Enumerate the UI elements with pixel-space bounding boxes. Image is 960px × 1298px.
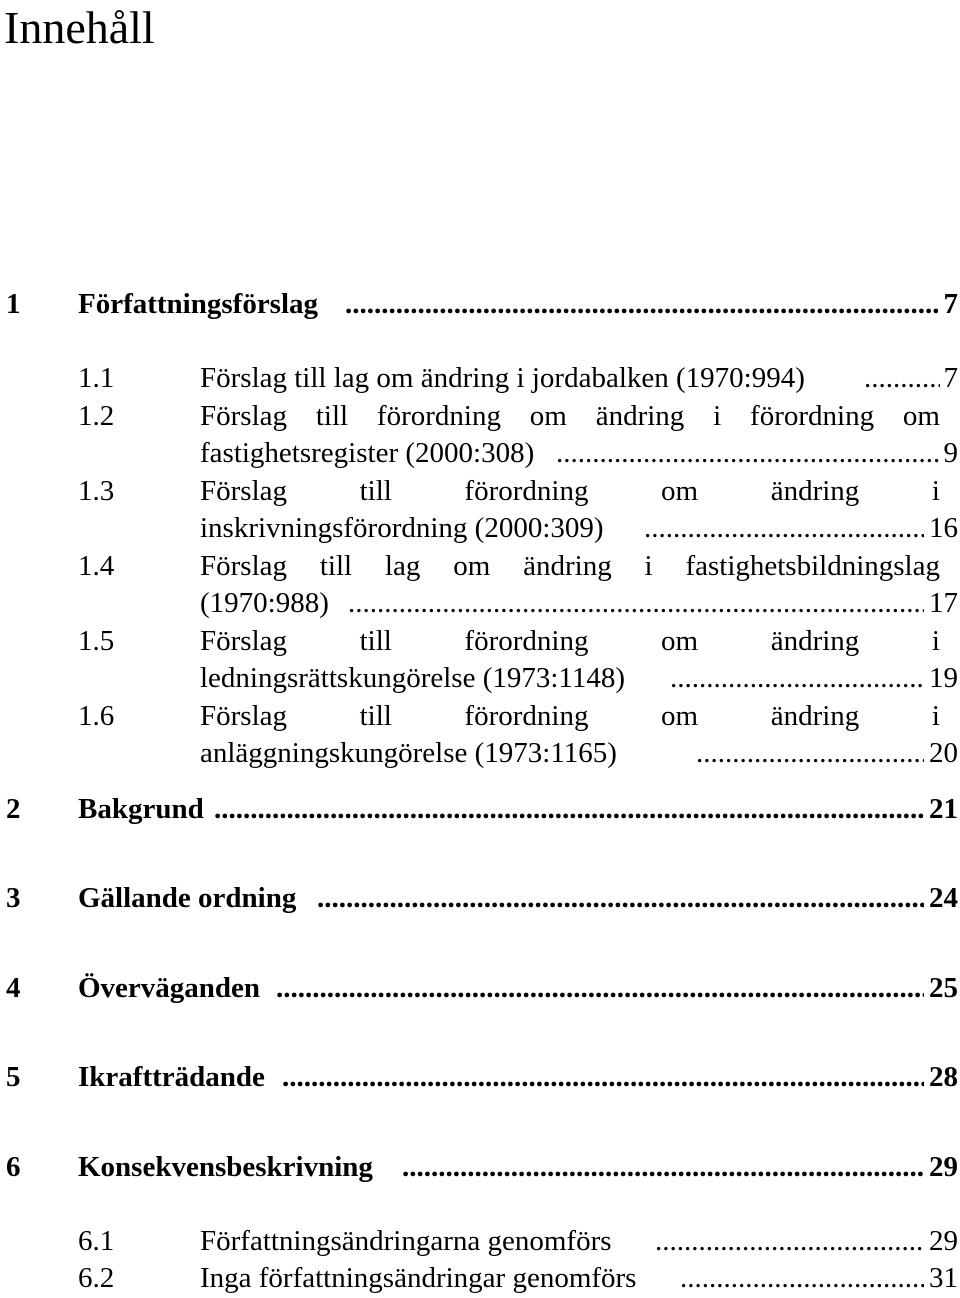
toc-number: 1 <box>6 288 21 320</box>
toc-entry-4[interactable] <box>0 971 960 1005</box>
toc-title-line2: ledningsrättskungörelse (1973:1148) <box>200 662 625 694</box>
toc-title: Ikraftträdande <box>78 1061 265 1093</box>
toc-page: 19 <box>929 662 958 694</box>
toc-number: 1.4 <box>78 550 115 582</box>
toc-word: förordning <box>464 700 589 732</box>
toc-page: 20 <box>929 737 958 769</box>
toc-entry-2[interactable] <box>0 792 960 826</box>
toc-number: 1.5 <box>78 625 115 657</box>
toc-word: i <box>931 475 940 507</box>
toc-entry-6-2[interactable] <box>0 1261 960 1295</box>
toc-page: 17 <box>929 587 958 619</box>
toc-entry-1-1[interactable] <box>0 361 960 395</box>
toc-title-line1 <box>200 399 940 433</box>
toc-word: förordning <box>750 400 875 432</box>
toc-title: Förslag till lag om ändring i jordabalken (1970:994) <box>200 362 805 394</box>
toc-title-line1 <box>200 699 940 733</box>
toc-number: 5 <box>6 1061 21 1093</box>
toc-word: ändring <box>595 400 685 432</box>
toc-word: förordning <box>464 625 589 657</box>
page-title: Innehåll <box>4 2 155 53</box>
toc-entry-1-3-cont[interactable] <box>0 511 960 545</box>
toc-leader <box>670 661 924 695</box>
toc-word: till <box>319 550 353 582</box>
toc-word: fastighetsbildningslag <box>685 550 940 582</box>
toc-title: Inga författningsändringar genomförs <box>200 1262 637 1294</box>
toc-page: 24 <box>929 882 958 914</box>
toc-entry-1[interactable] <box>0 287 960 321</box>
toc-number: 6 <box>6 1151 21 1183</box>
toc-word: om <box>453 550 491 582</box>
toc-title-line1 <box>200 624 940 658</box>
toc-word: förordning <box>376 400 501 432</box>
toc-word: Förslag <box>200 550 287 582</box>
toc-page: 7 <box>943 362 958 394</box>
toc-word: till <box>359 700 392 732</box>
toc-number: 1.1 <box>78 362 115 394</box>
toc-title-line2: inskrivningsförordning (2000:309) <box>200 512 604 544</box>
toc-number: 1.6 <box>78 700 115 732</box>
toc-word: Förslag <box>200 625 287 657</box>
toc-word: i <box>931 625 940 657</box>
toc-word: till <box>359 475 392 507</box>
toc-word: i <box>713 400 722 432</box>
toc-leader <box>644 511 924 545</box>
toc-page: 29 <box>929 1151 958 1183</box>
toc-entry-6-1[interactable] <box>0 1224 960 1258</box>
toc-word: i <box>931 700 940 732</box>
toc-page: 25 <box>929 972 958 1004</box>
toc-word: Förslag <box>200 700 287 732</box>
toc-entry-1-6[interactable] <box>0 699 960 733</box>
toc-title-line2: anläggningskungörelse (1973:1165) <box>200 737 617 769</box>
toc-leader <box>402 1150 924 1184</box>
toc-title-line2: fastighetsregister (2000:308) <box>200 437 535 469</box>
toc-leader <box>345 287 938 321</box>
toc-word: ändring <box>523 550 612 582</box>
toc-title: Gällande ordning <box>78 882 297 914</box>
toc-title: Författningsändringarna genomförs <box>200 1225 612 1257</box>
toc-leader <box>655 1224 924 1258</box>
toc-number: 2 <box>6 793 21 825</box>
toc-title-line2: (1970:988) <box>200 587 329 619</box>
toc-number: 6.2 <box>78 1262 115 1294</box>
toc-word: till <box>315 400 349 432</box>
toc-word: till <box>359 625 392 657</box>
toc-word: Förslag <box>200 475 287 507</box>
toc-page: 28 <box>929 1061 958 1093</box>
toc-leader <box>317 881 924 915</box>
toc-entry-1-3[interactable] <box>0 474 960 508</box>
toc-leader <box>282 1060 924 1094</box>
toc-word: ändring <box>770 700 860 732</box>
toc-leader <box>556 436 940 470</box>
toc-entry-1-2[interactable] <box>0 399 960 433</box>
toc-page: 29 <box>929 1225 958 1257</box>
toc-page: 21 <box>929 793 958 825</box>
toc-leader <box>864 361 940 395</box>
toc-word: ändring <box>770 475 860 507</box>
toc-leader <box>276 971 924 1005</box>
toc-leader <box>214 792 924 826</box>
toc-entry-5[interactable] <box>0 1060 960 1094</box>
toc-number: 1.2 <box>78 400 115 432</box>
toc-title: Bakgrund <box>78 793 204 825</box>
toc-title: Författningsförslag <box>78 288 319 320</box>
toc-title: Konsekvensbeskrivning <box>78 1151 373 1183</box>
toc-leader <box>680 1261 924 1295</box>
toc-title-line1 <box>200 549 940 583</box>
toc-number: 3 <box>6 882 21 914</box>
toc-word: om <box>661 475 699 507</box>
toc-word: om <box>902 400 940 432</box>
toc-number: 1.3 <box>78 475 115 507</box>
toc-word: om <box>661 625 699 657</box>
toc-leader <box>348 586 924 620</box>
toc-page: 16 <box>929 512 958 544</box>
toc-entry-1-5[interactable] <box>0 624 960 658</box>
toc-title-line1 <box>200 474 940 508</box>
toc-word: lag <box>384 550 421 582</box>
toc-title: Överväganden <box>78 972 261 1004</box>
toc-word: om <box>529 400 567 432</box>
toc-entry-1-6-cont[interactable] <box>0 736 960 770</box>
toc-word: ändring <box>770 625 860 657</box>
toc-word: Förslag <box>200 400 287 432</box>
toc-number: 4 <box>6 972 21 1004</box>
toc-entry-1-4[interactable] <box>0 549 960 583</box>
toc-entry-6[interactable] <box>0 1150 960 1184</box>
toc-entry-1-5-cont[interactable] <box>0 661 960 695</box>
toc-page: 31 <box>929 1262 958 1294</box>
toc-word: i <box>644 550 653 582</box>
toc-page: 9 <box>943 437 958 469</box>
toc-entry-1-2-cont[interactable] <box>0 436 960 470</box>
toc-word: om <box>661 700 699 732</box>
toc-page: 7 <box>943 288 958 320</box>
toc-entry-3[interactable] <box>0 881 960 915</box>
toc-number: 6.1 <box>78 1225 115 1257</box>
toc-leader <box>696 736 924 770</box>
toc-entry-1-4-cont[interactable] <box>0 586 960 620</box>
toc-word: förordning <box>464 475 589 507</box>
